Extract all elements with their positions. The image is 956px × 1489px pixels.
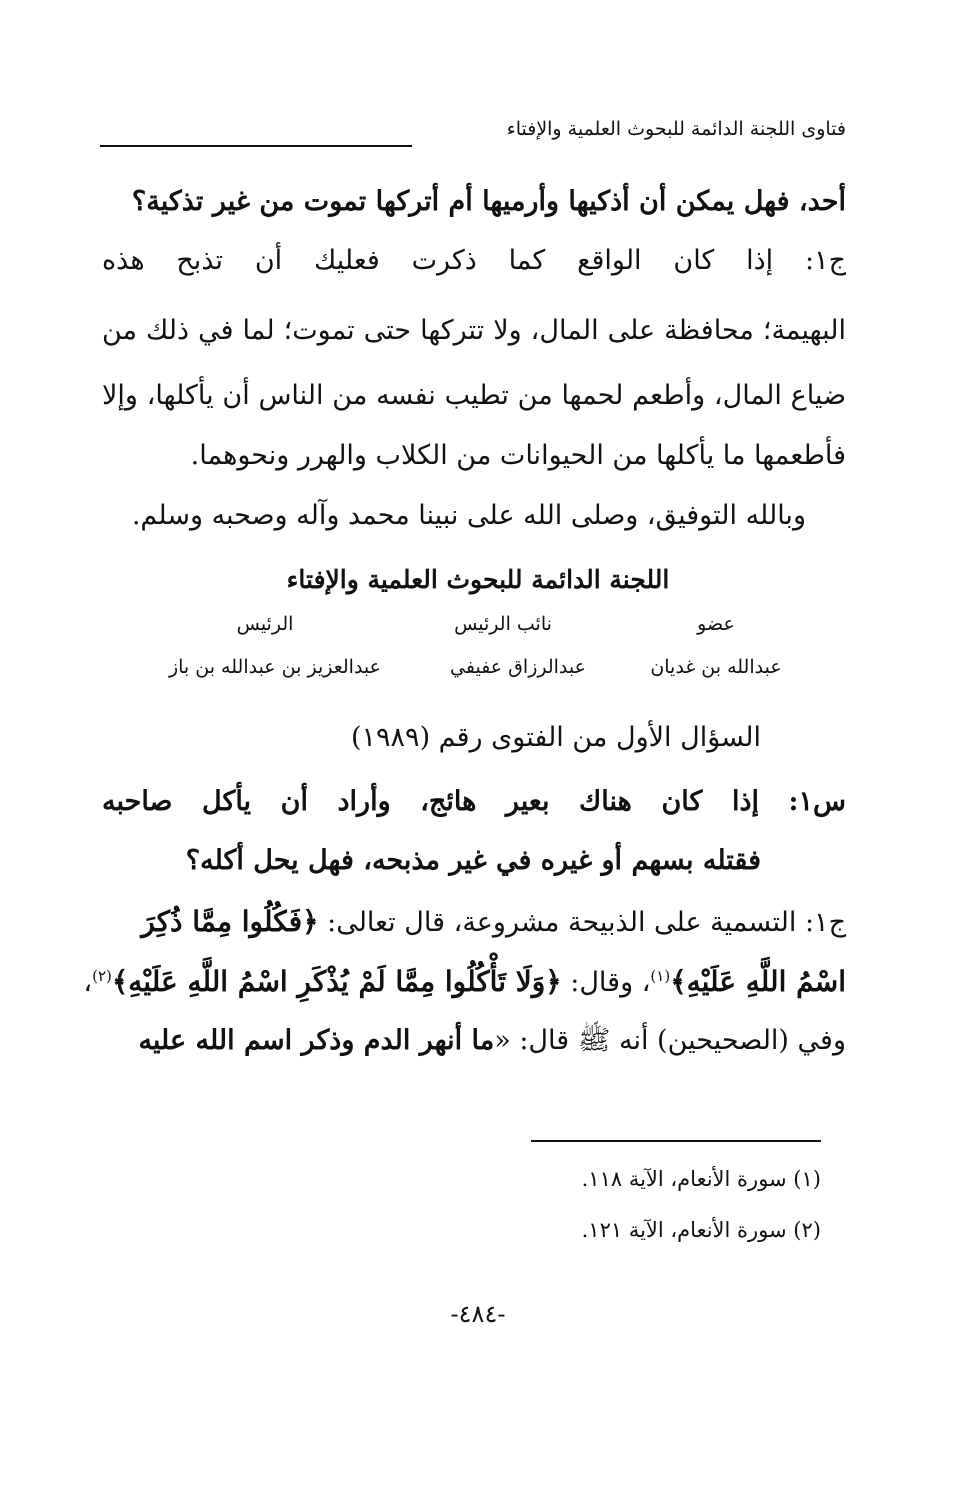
header-rule [100, 145, 412, 147]
quran-verse-1-end: اسْمُ اللَّهِ عَلَيْهِ﴾ [670, 965, 846, 998]
body-line-5: فأطعمها ما يأكلها من الحيوانات من الكلاب والهرر ونحوهما. [190, 440, 846, 471]
body-line-2: ج١: إذا كان الواقع كما ذكرت فعليك أن تذبح هذه [102, 245, 846, 276]
question-heading: السؤال الأول من الفتوى رقم (١٩٨٩) [351, 722, 761, 753]
name-member: عبدالله بن غديان [650, 656, 782, 678]
answer-line-2 [83, 965, 846, 999]
name-president: عبدالعزيز بن عبدالله بن باز [168, 656, 382, 678]
committee-title: اللجنة الدائمة للبحوث العلمية والإفتاء [286, 565, 670, 594]
question-line-2: فقتله بسهم أو غيره في غير مذبحه، فهل يحل أكله؟ [185, 845, 761, 876]
question-line-1: س١: إذا كان هناك بعير هائج، وأراد أن يأكل صاحبه [102, 786, 846, 817]
answer-text: ، وقال: [561, 967, 651, 998]
body-line-3: البهيمة؛ محافظة على المال، ولا تتركها حتى تموت؛ لما في ذلك من [102, 315, 846, 346]
footnote-2: (٢) سورة الأنعام، الآية ١٢١. [581, 1218, 821, 1242]
hadith-text: ما أنهر الدم وذكر اسم الله عليه [138, 1025, 495, 1056]
quran-verse-1-start: ﴿فَكُلُوا مِمَّا ذُكِرَ [141, 905, 319, 938]
closing-line: وبالله التوفيق، وصلى الله على نبينا محمد وآله وصحبه وسلم. [131, 500, 806, 531]
footnote-1: (١) سورة الأنعام، الآية ١١٨. [581, 1167, 821, 1191]
answer-line-1 [102, 905, 846, 939]
answer-line-3 [102, 1025, 846, 1057]
footnote-rule [531, 1140, 821, 1142]
running-header: فتاوى اللجنة الدائمة للبحوث العلمية والإفتاء [506, 118, 846, 140]
role-vice-president: نائب الرئيس [454, 613, 552, 635]
page-number: -٤٨٤- [450, 1300, 506, 1328]
footnote-marker-2: (٢) [92, 967, 112, 985]
signature-roles-row [150, 613, 806, 635]
body-line-4: ضياع المال، وأطعم لحمها من تطيب نفسه من الناس أن يأكلها، وإلا [102, 380, 846, 411]
answer-text: ، [83, 967, 93, 998]
footnote-marker-1: (١) [650, 967, 671, 985]
quran-verse-2: ﴿وَلَا تَأْكُلُوا مِمَّا لَمْ يُذْكَرِ اسْمُ اللَّهِ عَلَيْهِ﴾ [111, 965, 562, 998]
answer-text: وفي (الصحيحين) أنه ﷺ قال: « [494, 1025, 846, 1056]
name-vice-president: عبدالرزاق عفيفي [450, 656, 586, 678]
signature-names-row [140, 656, 806, 678]
role-president: الرئيس [236, 613, 294, 635]
answer-text: ج١: التسمية على الذبيحة مشروعة، قال تعالى: [318, 907, 846, 938]
body-line-1: أحد، فهل يمكن أن أذكيها وأرميها أم أتركها تموت من غير تذكية؟ [131, 186, 846, 217]
role-member: عضو [697, 613, 735, 635]
